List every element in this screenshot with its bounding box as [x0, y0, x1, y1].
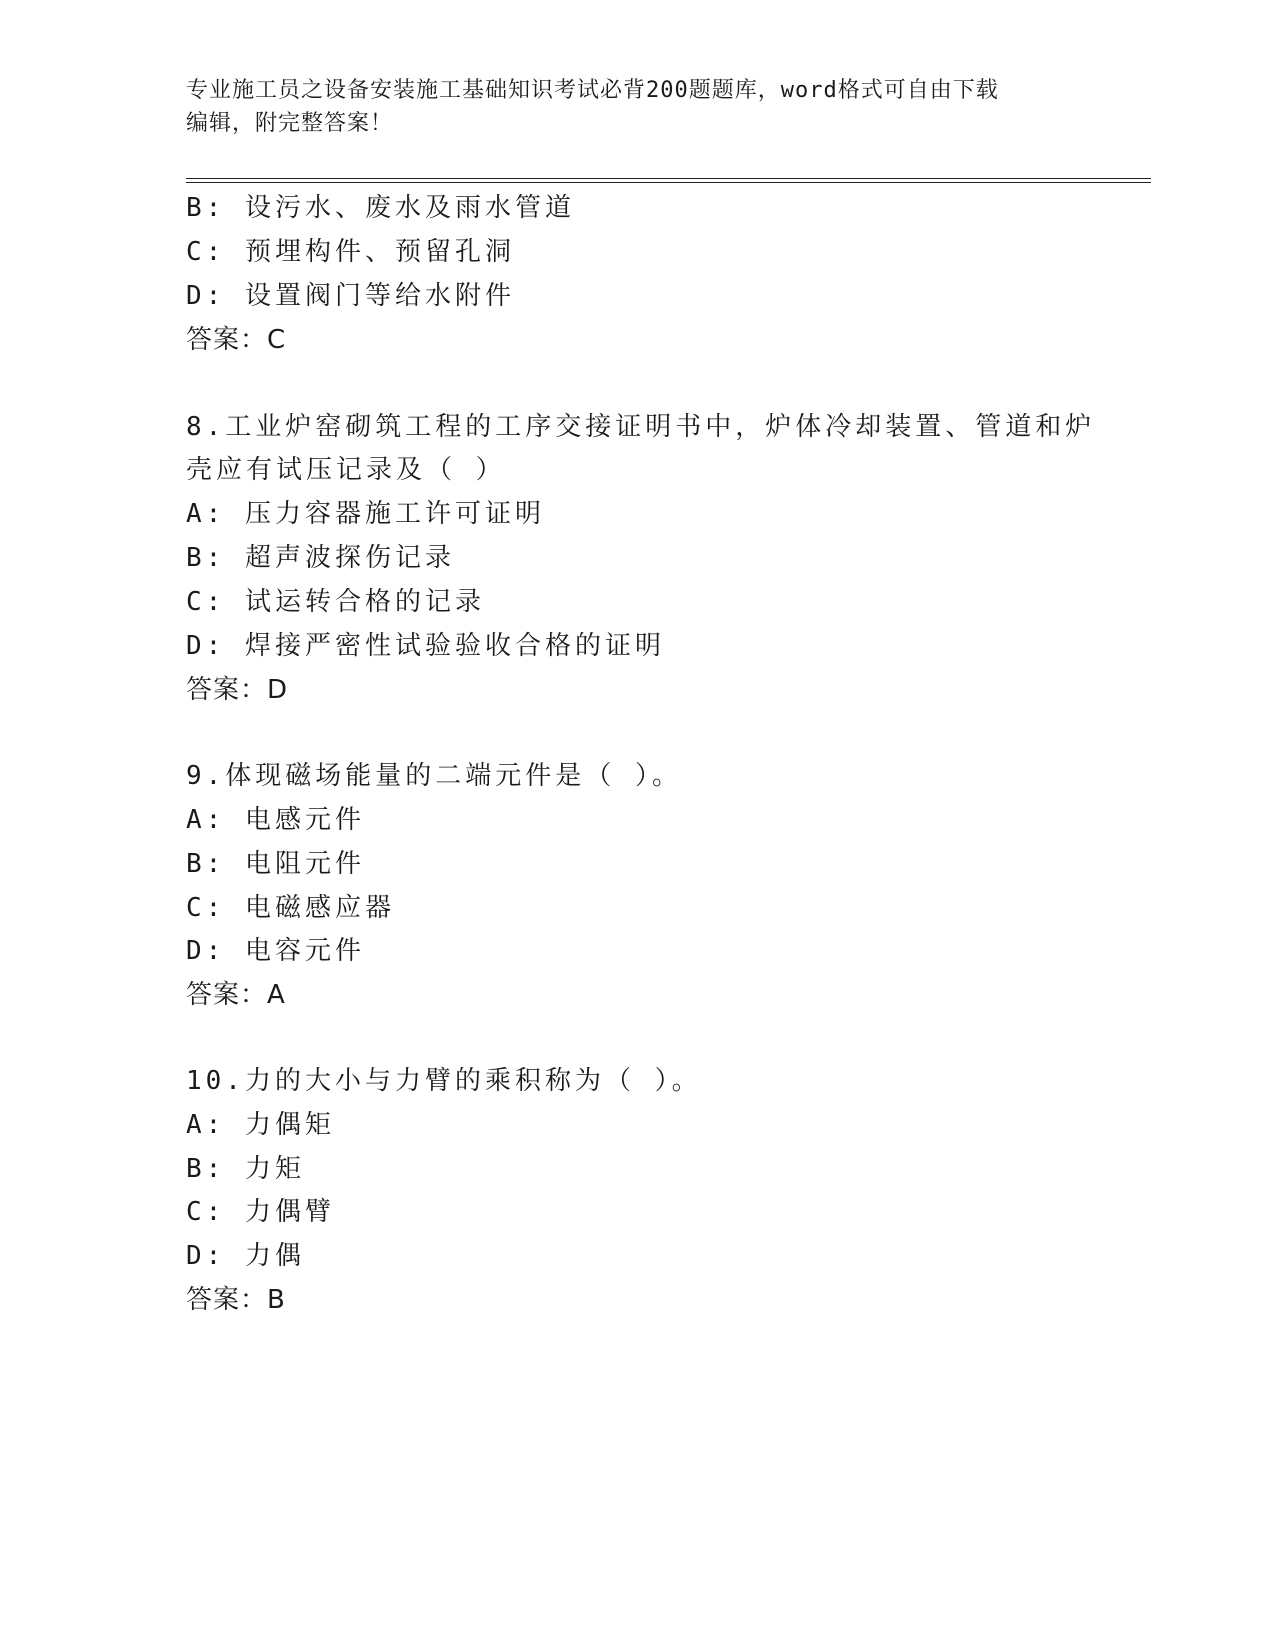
q8-option-c: C: 试运转合格的记录 — [186, 587, 485, 617]
q9-answer: 答案：A — [186, 980, 286, 1010]
q9-option-c: C: 电磁感应器 — [186, 893, 395, 923]
q10-option-d: D: 力偶 — [186, 1241, 305, 1271]
q8-option-b: B: 超声波探伤记录 — [186, 543, 455, 573]
q9-option-a: A: 电感元件 — [186, 805, 365, 835]
q10-option-a: A: 力偶矩 — [186, 1110, 335, 1140]
header-line-2: 编辑，附完整答案！ — [186, 111, 394, 136]
q10-option-b: B: 力矩 — [186, 1154, 305, 1184]
q9-stem: 9.体现磁场能量的二端元件是（ ）。 — [186, 761, 682, 791]
q7-option-c: C: 预埋构件、预留孔洞 — [186, 237, 515, 267]
q8-option-d: D: 焊接严密性试验验收合格的证明 — [186, 631, 665, 661]
document-header — [186, 74, 1086, 140]
q8-stem-line-2: 壳应有试压记录及（ ） — [186, 455, 506, 485]
q7-option-d: D: 设置阀门等给水附件 — [186, 281, 515, 311]
q7-option-b: B: 设污水、废水及雨水管道 — [186, 193, 575, 223]
q7-answer: 答案：C — [186, 325, 287, 355]
q8-answer: 答案：D — [186, 675, 289, 705]
q8-option-a: A: 压力容器施工许可证明 — [186, 499, 545, 529]
q8-stem-line-1: 8.工业炉窑砌筑工程的工序交接证明书中，炉体冷却装置、管道和炉 — [186, 412, 1096, 442]
header-divider — [186, 178, 1151, 183]
header-line-1: 专业施工员之设备安装施工基础知识考试必背200题题库，word格式可自由下载 — [186, 78, 999, 103]
q10-option-c: C: 力偶臂 — [186, 1197, 335, 1227]
q10-answer: 答案：B — [186, 1285, 286, 1315]
q9-option-d: D: 电容元件 — [186, 936, 365, 966]
q10-stem: 10.力的大小与力臂的乘积称为（ ）。 — [186, 1066, 702, 1096]
q9-option-b: B: 电阻元件 — [186, 849, 365, 879]
